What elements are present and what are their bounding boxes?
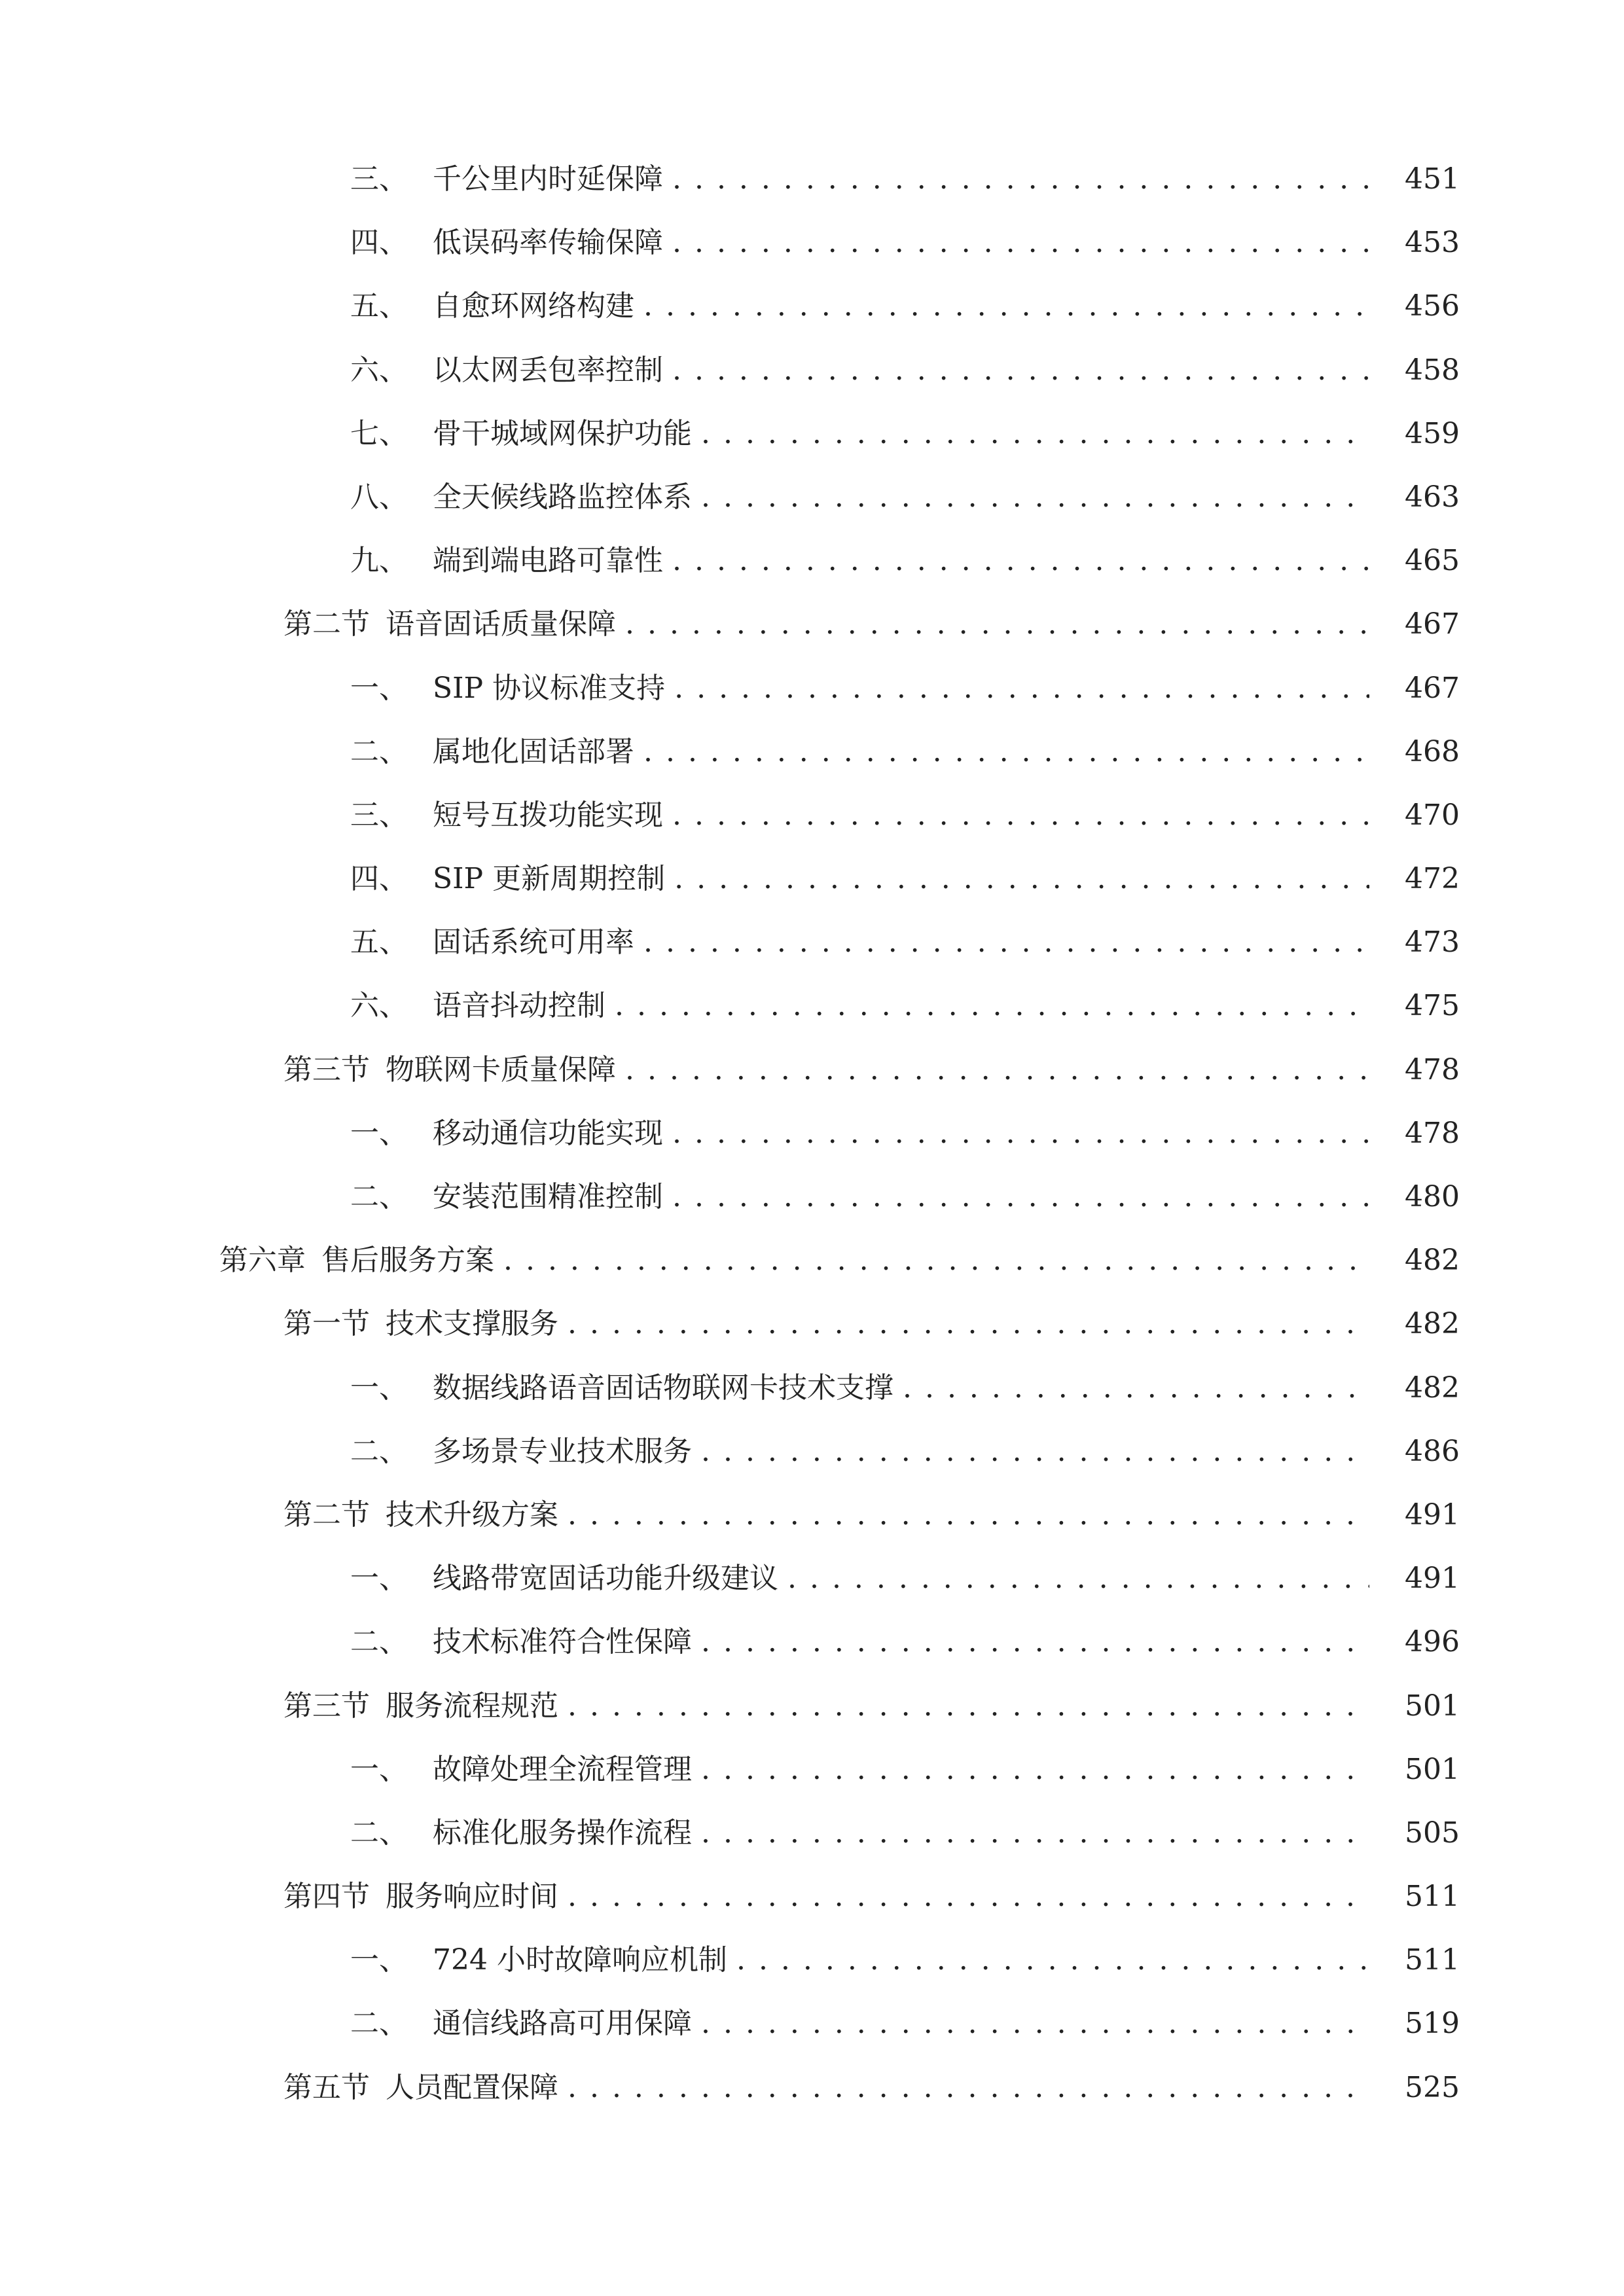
- dot-leader: [568, 1483, 1369, 1547]
- toc-entry-title: 故障处理全流程管理: [433, 1752, 692, 1786]
- dot-leader: [672, 529, 1369, 592]
- toc-entry-title: 标准化服务操作流程: [433, 1816, 692, 1850]
- dot-leader: [503, 1229, 1369, 1292]
- toc-entry-number: 第六章: [219, 1244, 306, 1278]
- toc-entry-page-number: 468: [1405, 734, 1460, 768]
- dot-leader: [903, 1356, 1369, 1420]
- dot-leader: [643, 910, 1369, 974]
- toc-entry-number: 二、: [350, 2007, 408, 2041]
- dot-leader: [672, 783, 1369, 847]
- dot-leader: [568, 1292, 1369, 1355]
- toc-entry-number: 九、: [350, 544, 408, 578]
- toc-entry-number: 二、: [350, 734, 408, 768]
- toc-entry-number: 第二节: [283, 1498, 370, 1532]
- toc-entry[interactable]: [0, 1992, 1624, 2055]
- toc-entry[interactable]: [0, 338, 1624, 402]
- toc-entry-page-number: 482: [1405, 1307, 1460, 1341]
- toc-entry-number: 一、: [350, 671, 408, 705]
- toc-entry[interactable]: [0, 211, 1624, 274]
- dot-leader: [643, 720, 1369, 783]
- toc-entry-page-number: 475: [1405, 989, 1460, 1023]
- toc-entry[interactable]: [0, 1610, 1624, 1674]
- dot-leader: [672, 1165, 1369, 1229]
- toc-entry[interactable]: [0, 147, 1624, 211]
- toc-entry-title: 语音抖动控制: [433, 989, 605, 1023]
- toc-entry-title: 短号互拨功能实现: [433, 798, 663, 832]
- toc-entry-title: 全天候线路监控体系: [433, 480, 692, 514]
- toc-entry[interactable]: [0, 847, 1624, 910]
- toc-entry[interactable]: [0, 465, 1624, 529]
- toc-entry[interactable]: [0, 274, 1624, 338]
- toc-entry-number: 八、: [350, 480, 408, 514]
- toc-entry-number: 第二节: [283, 607, 370, 641]
- toc-entry-title: 线路带宽固话功能升级建议: [433, 1562, 778, 1596]
- toc-entry-number: 一、: [350, 1943, 408, 1977]
- dot-leader: [568, 1674, 1369, 1738]
- toc-entry-title: SIP 更新周期控制: [433, 862, 666, 896]
- toc-entry-title: 千公里内时延保障: [433, 162, 663, 196]
- toc-entry[interactable]: [0, 1801, 1624, 1865]
- toc-entry-page-number: 467: [1405, 607, 1460, 641]
- toc-entry-page-number: 478: [1405, 1052, 1460, 1086]
- toc-entry-number: 七、: [350, 416, 408, 450]
- toc-entry[interactable]: [0, 1738, 1624, 1801]
- toc-entry[interactable]: [0, 1674, 1624, 1738]
- dot-leader: [674, 656, 1369, 720]
- dot-leader: [701, 402, 1369, 465]
- toc-entry-number: 第五节: [283, 2070, 370, 2104]
- dot-leader: [701, 1420, 1369, 1483]
- toc-entry-title: 售后服务方案: [321, 1244, 494, 1278]
- toc-entry[interactable]: [0, 529, 1624, 592]
- toc-entry-title: 数据线路语音固话物联网卡技术支撑: [433, 1371, 893, 1405]
- toc-entry-title: 多场景专业技术服务: [433, 1434, 692, 1468]
- toc-entry-page-number: 511: [1405, 1880, 1460, 1914]
- toc-entry-page-number: 456: [1405, 289, 1460, 323]
- toc-entry-title: 自愈环网络构建: [433, 289, 634, 323]
- toc-entry[interactable]: [0, 1928, 1624, 1992]
- toc-entry-title: 移动通信功能实现: [433, 1116, 663, 1150]
- toc-entry-page-number: 482: [1405, 1371, 1460, 1405]
- toc-entry-page-number: 486: [1405, 1434, 1460, 1468]
- toc-entry[interactable]: [0, 720, 1624, 783]
- toc-entry-page-number: 501: [1405, 1752, 1460, 1786]
- toc-entry-title: 通信线路高可用保障: [433, 2007, 692, 2041]
- toc-entry[interactable]: [0, 656, 1624, 720]
- toc-entry-page-number: 463: [1405, 480, 1460, 514]
- toc-entry-page-number: 519: [1405, 2007, 1460, 2041]
- toc-entry-number: 第四节: [283, 1880, 370, 1914]
- toc-entry-page-number: 453: [1405, 226, 1460, 260]
- toc-entry-page-number: 465: [1405, 544, 1460, 578]
- toc-entry-page-number: 491: [1405, 1562, 1460, 1596]
- toc-entry-number: 六、: [350, 353, 408, 387]
- dot-leader: [701, 1610, 1369, 1674]
- toc-entry-title: 以太网丢包率控制: [433, 353, 663, 387]
- dot-leader: [615, 974, 1369, 1037]
- dot-leader: [625, 592, 1369, 656]
- toc-entry-number: 五、: [350, 925, 408, 960]
- toc-entry-number: 二、: [350, 1434, 408, 1468]
- toc-entry-page-number: 472: [1405, 862, 1460, 896]
- toc-entry-title: 技术支撑服务: [386, 1307, 558, 1341]
- dot-leader: [643, 274, 1369, 338]
- toc-entry[interactable]: [0, 1292, 1624, 1355]
- dot-leader: [736, 1928, 1369, 1992]
- toc-entry-title: 服务响应时间: [386, 1880, 558, 1914]
- toc-entry-title: 技术升级方案: [386, 1498, 558, 1532]
- toc-entry-title: 人员配置保障: [386, 2070, 558, 2104]
- toc-entry-number: 第三节: [283, 1052, 370, 1086]
- toc-entry-page-number: 478: [1405, 1116, 1460, 1150]
- dot-leader: [701, 1738, 1369, 1801]
- toc-entry[interactable]: [0, 1229, 1624, 1292]
- toc-entry-title: 技术标准符合性保障: [433, 1625, 692, 1659]
- toc-entry[interactable]: [0, 1038, 1624, 1102]
- toc-entry[interactable]: [0, 783, 1624, 847]
- dot-leader: [701, 465, 1369, 529]
- toc-entry-title: 724 小时故障响应机制: [433, 1943, 727, 1977]
- toc-entry-number: 一、: [350, 1562, 408, 1596]
- table-of-contents: [0, 147, 1624, 2119]
- toc-entry-page-number: 470: [1405, 798, 1460, 832]
- toc-entry-title: 物联网卡质量保障: [386, 1052, 616, 1086]
- toc-entry-page-number: 505: [1405, 1816, 1460, 1850]
- dot-leader: [672, 1102, 1369, 1165]
- toc-entry-page-number: 525: [1405, 2070, 1460, 2104]
- toc-entry-title: 端到端电路可靠性: [433, 544, 663, 578]
- toc-entry-page-number: 501: [1405, 1689, 1460, 1723]
- toc-entry-number: 四、: [350, 862, 408, 896]
- dot-leader: [674, 847, 1369, 910]
- toc-entry-page-number: 480: [1405, 1180, 1460, 1213]
- toc-entry-number: 六、: [350, 989, 408, 1023]
- toc-entry[interactable]: [0, 1102, 1624, 1165]
- toc-entry-page-number: 451: [1405, 162, 1460, 196]
- dot-leader: [672, 147, 1369, 211]
- toc-entry-number: 一、: [350, 1371, 408, 1405]
- toc-entry-number: 三、: [350, 798, 408, 832]
- toc-entry-page-number: 467: [1405, 671, 1460, 705]
- toc-entry-page-number: 482: [1405, 1244, 1460, 1278]
- toc-entry-title: 骨干城域网保护功能: [433, 416, 692, 450]
- toc-entry-number: 五、: [350, 289, 408, 323]
- toc-entry-number: 一、: [350, 1116, 408, 1150]
- toc-entry[interactable]: [0, 2056, 1624, 2119]
- toc-entry-title: 固话系统可用率: [433, 925, 634, 960]
- dot-leader: [787, 1547, 1369, 1610]
- toc-entry[interactable]: [0, 910, 1624, 974]
- toc-entry-page-number: 491: [1405, 1498, 1460, 1532]
- toc-entry-number: 二、: [350, 1816, 408, 1850]
- toc-entry-title: 属地化固话部署: [433, 734, 634, 768]
- toc-entry-page-number: 473: [1405, 925, 1460, 960]
- toc-entry[interactable]: [0, 402, 1624, 465]
- toc-entry-title: 语音固话质量保障: [386, 607, 616, 641]
- toc-entry[interactable]: [0, 1483, 1624, 1547]
- dot-leader: [568, 2056, 1369, 2119]
- toc-entry[interactable]: [0, 1865, 1624, 1928]
- toc-entry[interactable]: [0, 1165, 1624, 1229]
- toc-entry-number: 四、: [350, 226, 408, 260]
- toc-entry-page-number: 496: [1405, 1625, 1460, 1659]
- toc-entry[interactable]: [0, 1420, 1624, 1483]
- dot-leader: [672, 211, 1369, 274]
- toc-entry-title: 安装范围精准控制: [433, 1180, 663, 1213]
- toc-entry-title: SIP 协议标准支持: [433, 671, 666, 705]
- toc-entry-number: 第三节: [283, 1689, 370, 1723]
- dot-leader: [568, 1865, 1369, 1928]
- toc-entry[interactable]: [0, 974, 1624, 1037]
- toc-entry-page-number: 458: [1405, 353, 1460, 387]
- toc-entry-number: 三、: [350, 162, 408, 196]
- dot-leader: [672, 338, 1369, 402]
- dot-leader: [625, 1038, 1369, 1102]
- toc-entry-number: 二、: [350, 1180, 408, 1213]
- toc-entry[interactable]: [0, 1356, 1624, 1420]
- toc-entry[interactable]: [0, 1547, 1624, 1610]
- toc-entry-page-number: 511: [1405, 1943, 1460, 1977]
- toc-entry-number: 二、: [350, 1625, 408, 1659]
- toc-entry-number: 一、: [350, 1752, 408, 1786]
- dot-leader: [701, 1992, 1369, 2055]
- toc-entry-title: 服务流程规范: [386, 1689, 558, 1723]
- toc-entry-title: 低误码率传输保障: [433, 226, 663, 260]
- dot-leader: [701, 1801, 1369, 1865]
- toc-entry-number: 第一节: [283, 1307, 370, 1341]
- toc-entry[interactable]: [0, 592, 1624, 656]
- toc-entry-page-number: 459: [1405, 416, 1460, 450]
